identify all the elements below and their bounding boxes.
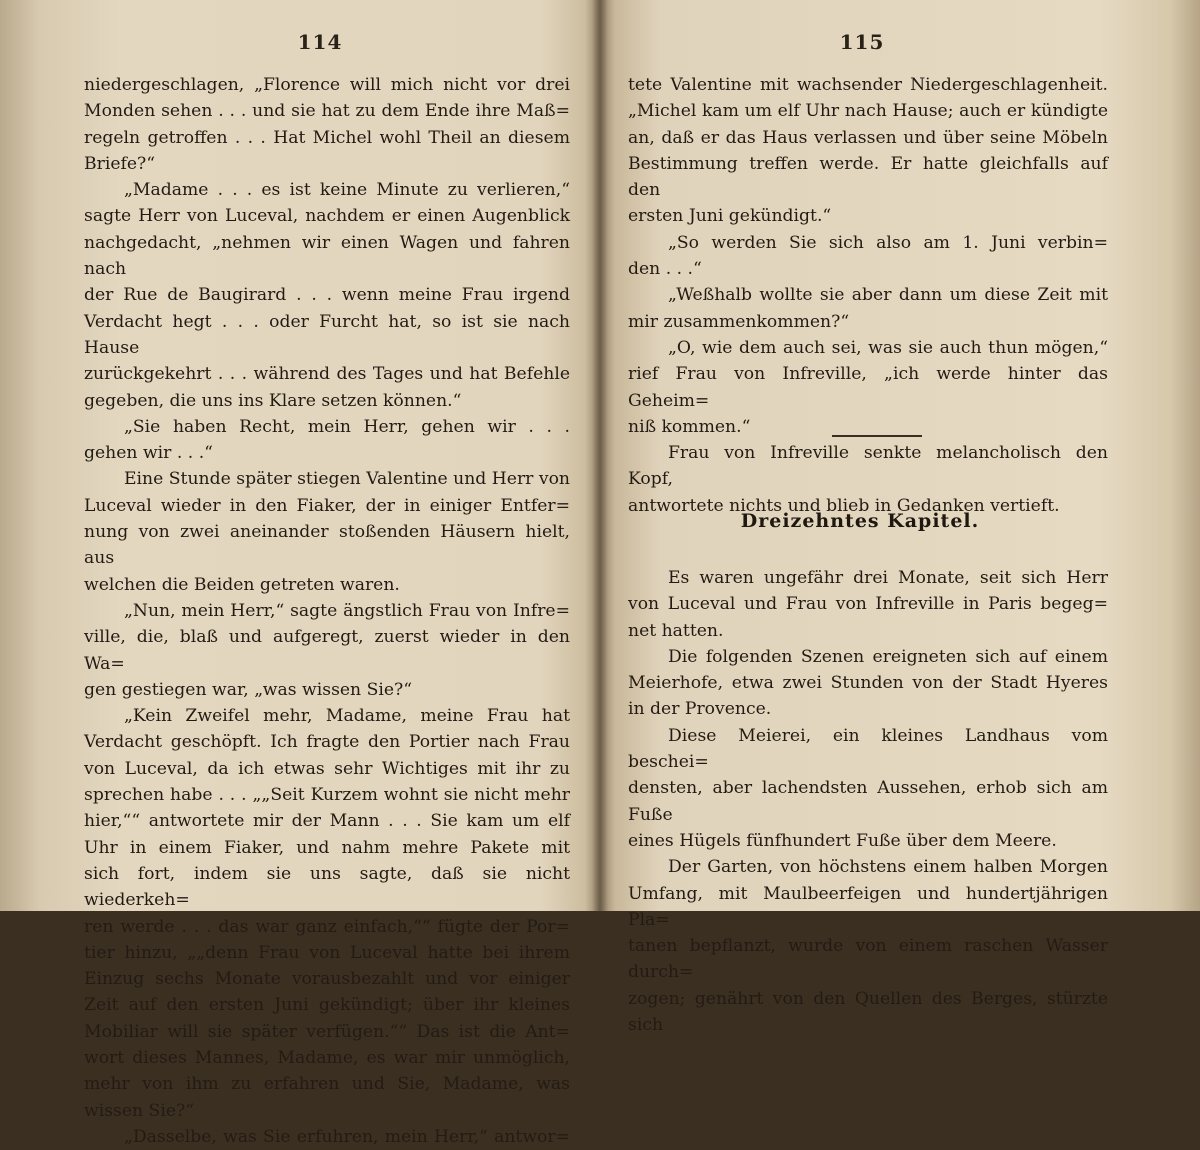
text-line: „Kein Zweifel mehr, Madame, meine Frau hat (124, 706, 570, 727)
text-line: wort dieses Mannes, Madame, es war mir unmöglich, (84, 1047, 570, 1068)
text-line: „Weßhalb wollte sie aber dann um diese Zeit mit (668, 285, 1108, 306)
text-line: „So werden Sie sich also am 1. Juni verbin= (668, 232, 1108, 253)
text-line: sagte Herr von Luceval, nachdem er einen Augenblick (84, 206, 570, 227)
text-line: Umfang, mit Maulbeerfeigen und hundertjährigen Pla= (628, 883, 1108, 930)
text-line: Meierhofe, etwa zwei Stunden von der Stadt Hyeres (628, 673, 1108, 694)
text-line: zogen; genährt von den Quellen des Berges, stürzte sich (628, 988, 1108, 1036)
text-line: densten, aber lachendsten Aussehen, erhob sich am Fuße (628, 778, 1108, 825)
text-line: Eine Stunde später stiegen Valentine und Herr von (124, 469, 570, 490)
text-line: sprechen habe . . . „„Seit Kurzem wohnt sie nicht mehr (84, 785, 570, 806)
left-page (0, 0, 600, 1147)
text-line: ersten Juni gekündigt.“ (628, 206, 832, 227)
section-divider (832, 435, 922, 437)
chapter-heading: Dreizehntes Kapitel. (740, 510, 980, 532)
text-line: Luceval wieder in den Fiaker, der in einiger Entfer= (84, 495, 570, 516)
page-number: 114 (297, 30, 343, 54)
text-line: mir zusammenkommen?“ (628, 311, 850, 332)
text-line: Verdacht hegt . . . oder Furcht hat, so ist sie nach Hause (84, 311, 570, 358)
text-line: „Michel kam um elf Uhr nach Hause; auch er kündigte (628, 101, 1108, 122)
text-line: hier,““ antwortete mir der Mann . . . Sie kam um elf (84, 811, 570, 832)
page-number: 115 (839, 30, 885, 54)
text-line: tanen bepflanzt, wurde von einem raschen Wasser durch= (628, 936, 1108, 983)
text-line: Verdacht geschöpft. Ich fragte den Portier nach Frau (84, 732, 570, 753)
text-line: „Sie haben Recht, mein Herr, gehen wir . . . (124, 416, 570, 437)
text-line: „Nun, mein Herr,“ sagte ängstlich Frau von Infre= (124, 600, 570, 621)
text-line: Einzug sechs Monate vorausbezahlt und vor einiger (84, 969, 570, 990)
text-line: nachgedacht, „nehmen wir einen Wagen und fahren nach (84, 232, 570, 280)
right-page-text-top (628, 72, 1108, 519)
text-line: Zeit auf den ersten Juni gekündigt; über ihr kleines (84, 995, 570, 1016)
text-line: Bestimmung treffen werde. Er hatte gleichfalls auf den (628, 153, 1108, 201)
text-line: tete Valentine mit wachsender Niedergeschlagenheit. (628, 75, 1108, 95)
text-line: Frau von Infreville senkte melancholisch den Kopf, (628, 443, 1108, 490)
text-line: Der Garten, von höchstens einem halben Morgen (668, 857, 1108, 878)
text-line: mehr von ihm zu erfahren und Sie, Madame, was (84, 1074, 570, 1095)
text-line: gehen wir . . .“ (84, 443, 213, 464)
text-line: niedergeschlagen, „Florence will mich nicht vor drei (84, 75, 570, 95)
text-line: zurückgekehrt . . . während des Tages und hat Befehle (84, 364, 570, 385)
text-line: ville, die, blaß und aufgeregt, zuerst wieder in den Wa= (84, 627, 570, 674)
text-line: gegeben, die uns ins Klare setzen können.“ (84, 390, 462, 411)
right-page-text-bottom (628, 565, 1108, 1038)
text-line: gen gestiegen war, „was wissen Sie?“ (84, 679, 413, 700)
text-line: der Rue de Baugirard . . . wenn meine Frau irgend (84, 285, 570, 306)
text-line: Mobiliar will sie später verfügen.““ Das ist die Ant= (84, 1021, 570, 1042)
text-line: den . . .“ (628, 259, 702, 280)
text-line: von Luceval, da ich etwas sehr Wichtiges mit ihr zu (84, 758, 570, 779)
text-line: „Dasselbe, was Sie erfuhren, mein Herr,“ antwor= (124, 1126, 570, 1147)
text-line: Es waren ungefähr drei Monate, seit sich Herr (668, 568, 1108, 588)
text-line: antwortete nichts und blieb in Gedanken vertieft. (628, 495, 1060, 516)
text-line: von Luceval und Frau von Infreville in Paris begeg= (628, 594, 1108, 615)
text-line: an, daß er das Haus verlassen und über seine Möbeln (628, 127, 1108, 148)
text-line: niß kommen.“ (628, 416, 751, 437)
text-line: Uhr in einem Fiaker, und nahm mehre Pakete mit (84, 837, 570, 858)
text-line: in der Provence. (628, 699, 772, 720)
text-line: net hatten. (628, 620, 724, 641)
text-line: nung von zwei aneinander stoßenden Häusern hielt, aus (84, 522, 570, 569)
text-line: Die folgenden Szenen ereigneten sich auf einem (668, 646, 1108, 667)
text-line: regeln getroffen . . . Hat Michel wohl Theil an diesem (84, 127, 570, 148)
text-line: „O, wie dem auch sei, was sie auch thun mögen,“ (668, 337, 1108, 358)
text-line: ren werde . . . das war ganz einfach,““ fügte der Por= (84, 916, 570, 937)
text-line: Monden sehen . . . und sie hat zu dem Ende ihre Maß= (84, 101, 570, 122)
text-line: Diese Meierei, ein kleines Landhaus vom beschei= (628, 725, 1108, 773)
text-line: „Madame . . . es ist keine Minute zu verlieren,“ (124, 180, 570, 201)
text-line: eines Hügels fünfhundert Fuße über dem Meere. (628, 830, 1057, 851)
text-line: welchen die Beiden getreten waren. (84, 574, 400, 595)
text-line: Briefe?“ (84, 153, 156, 174)
text-line: sich fort, indem sie uns sagte, daß sie nicht wiederkeh= (84, 863, 570, 911)
text-line: tier hinzu, „„denn Frau von Luceval hatte bei ihrem (84, 942, 570, 963)
text-line: wissen Sie?“ (84, 1100, 194, 1121)
left-page-text (84, 72, 570, 1150)
text-line: rief Frau von Infreville, „ich werde hinter das Geheim= (628, 364, 1108, 411)
